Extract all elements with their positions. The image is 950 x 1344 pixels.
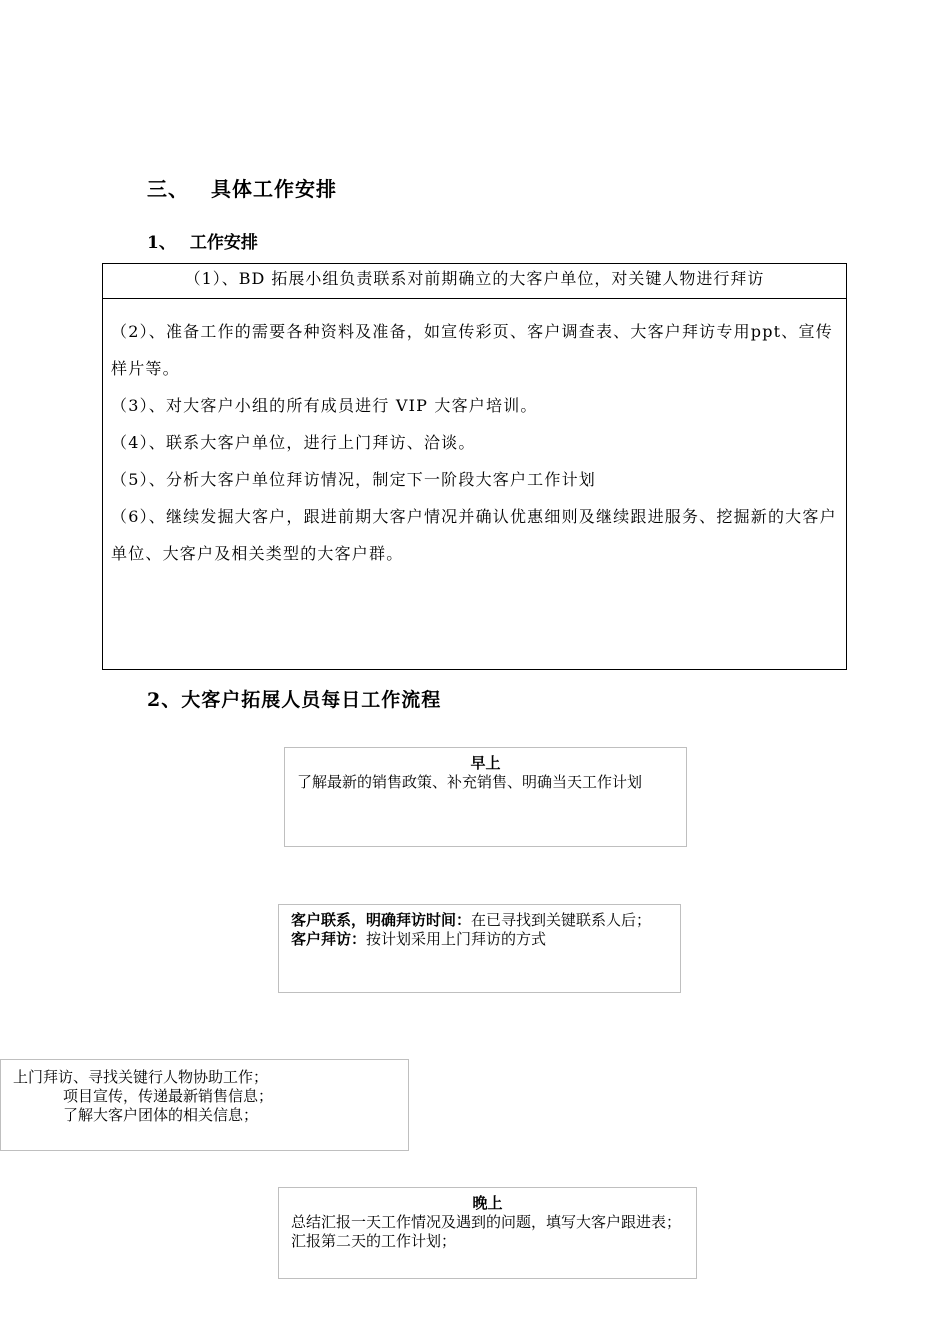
flow-box-visit <box>0 1059 409 1151</box>
section-number: 三、 <box>147 177 189 201</box>
flow-box-morning <box>284 747 687 847</box>
section-heading <box>147 173 337 202</box>
flow-box-contact <box>278 904 681 993</box>
sub-heading-work-arrangement <box>147 228 258 253</box>
flow-morning-title: 早上 <box>470 754 501 772</box>
sub-heading-title: 工作安排 <box>189 233 258 253</box>
table-row-header: （1）、BD 拓展小组负责联系对前期确立的大客户单位，对关键人物进行拜访 <box>103 264 846 299</box>
work-arrangement-table <box>102 263 847 670</box>
flow-contact-line1 <box>291 911 668 930</box>
flow-morning-text: 了解最新的销售政策、补充销售、明确当天工作计划 <box>297 773 643 791</box>
table-item-6: （6）、继续发掘大客户，跟进前期大客户情况并确认优惠细则及继续跟进服务、挖掘新的大客户单位、大客户及相关类型的大客户群。 <box>111 507 837 563</box>
flow-evening-text: 总结汇报一天工作情况及遇到的问题，填写大客户跟进表；汇报第二天的工作计划； <box>291 1213 682 1250</box>
table-row-body <box>103 299 846 572</box>
flow-visit-line1: 上门拜访、寻找关键行人物协助工作； <box>13 1068 269 1086</box>
table-item-4: （4）、联系大客户单位，进行上门拜访、洽谈。 <box>111 433 476 452</box>
flow-visit-line2: 项目宣传，传递最新销售信息； <box>63 1087 274 1105</box>
flow-contact-text2: 按计划采用上门拜访的方式 <box>366 930 547 948</box>
flow-contact-label2: 客户拜访： <box>291 930 367 948</box>
section-title: 具体工作安排 <box>211 177 337 201</box>
flow-contact-label1: 客户联系，明确拜访时间： <box>291 911 472 929</box>
flow-evening-title: 晚上 <box>472 1194 503 1212</box>
table-item-5: （5）、分析大客户单位拜访情况，制定下一阶段大客户工作计划 <box>111 470 596 489</box>
flow-contact-line2 <box>291 930 668 949</box>
table-item-2: （2）、准备工作的需要各种资料及准备，如宣传彩页、客户调查表、大客户拜访专用ppt、宣传样片等。 <box>111 322 833 378</box>
sub-heading-daily-flow: 2、大客户拓展人员每日工作流程 <box>147 689 442 711</box>
flow-contact-text1: 在已寻找到关键联系人后； <box>471 911 652 929</box>
sub-heading-number: 1、 <box>147 233 176 253</box>
flow-visit-line3: 了解大客户团体的相关信息； <box>63 1106 259 1124</box>
flow-box-evening <box>278 1187 697 1279</box>
table-item-3: （3）、对大客户小组的所有成员进行 VIP 大客户培训。 <box>111 396 538 415</box>
